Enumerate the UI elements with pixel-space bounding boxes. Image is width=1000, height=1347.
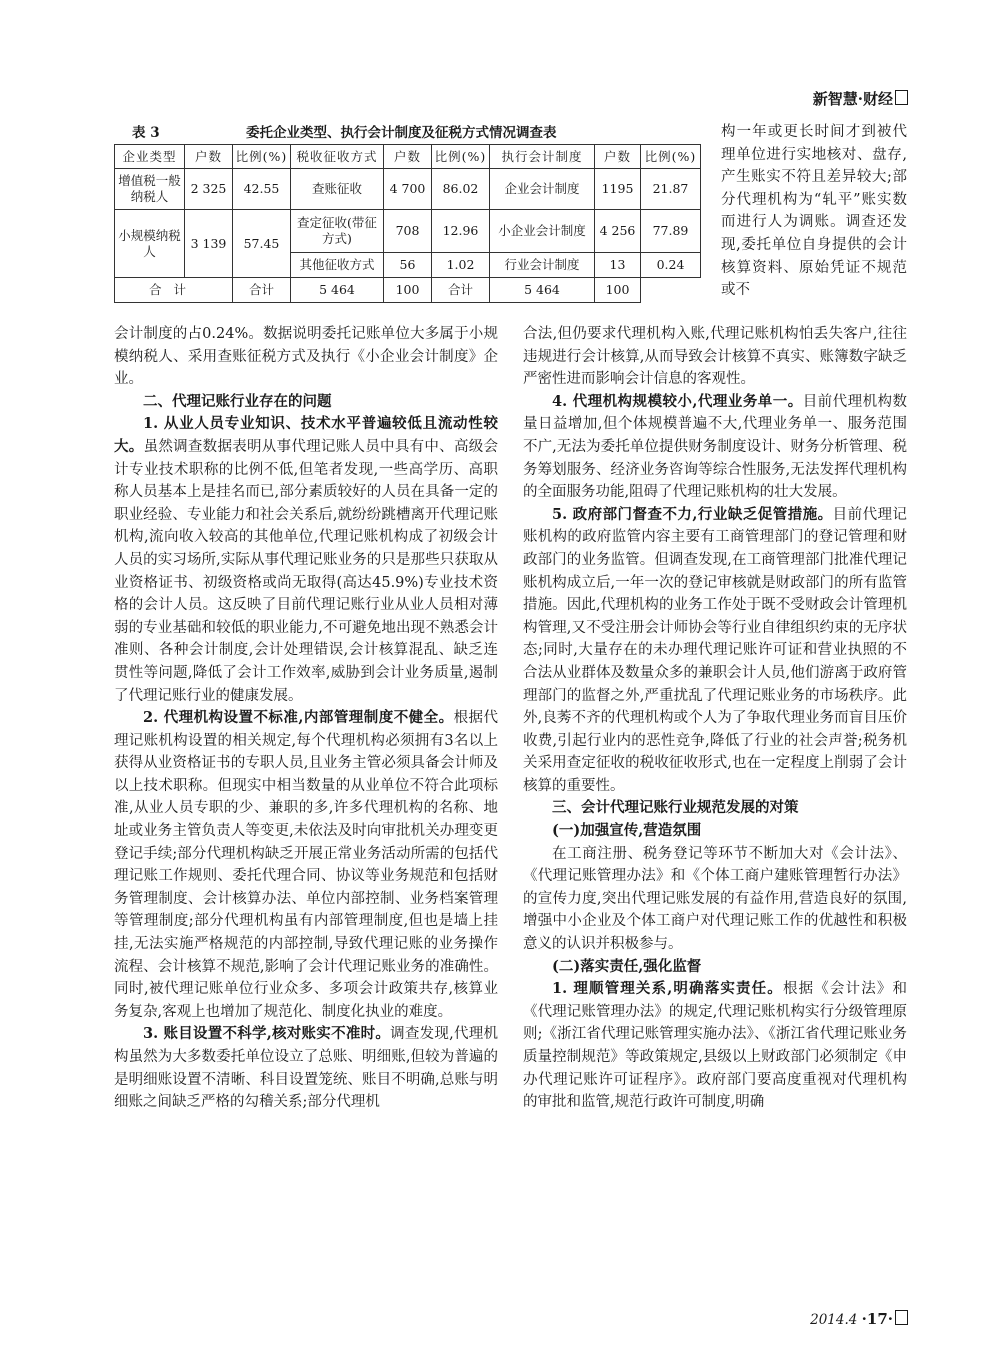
table-cell: 其他征收方式: [291, 253, 384, 278]
side-column: [721, 121, 907, 302]
header-cell: 税收征收方式: [291, 145, 384, 169]
table-cell: 2 325: [185, 169, 233, 210]
table-cell: 42.55: [233, 169, 291, 210]
header-cell: 比例(%): [432, 145, 490, 169]
subsection-heading: (二)落实责任,强化监督: [552, 957, 702, 975]
subsection-title: 1. 理顺管理关系,明确落实责任。: [552, 980, 783, 998]
paragraph: [114, 413, 498, 707]
subsection-title: 3. 账目设置不科学,核对账实不准时。: [143, 1025, 391, 1043]
running-header: [813, 88, 908, 109]
table-cell: 小规模纳税人: [115, 210, 185, 278]
paragraph: [114, 1023, 498, 1113]
table-cell: 4 256: [595, 210, 641, 253]
table-cell: 企业会计制度: [490, 169, 595, 210]
subsection-title: 2. 代理机构设置不标准,内部管理制度不健全。: [143, 709, 454, 727]
header-box-icon: [895, 90, 908, 105]
table-title: 委托企业类型、执行会计制度及征税方式情况调查表: [246, 125, 557, 141]
survey-table: [114, 144, 701, 303]
right-column: [523, 323, 907, 1114]
page-footer: 2014.4 ·17·: [810, 1310, 908, 1328]
section-heading: 二、代理记账行业存在的问题: [143, 392, 332, 410]
table-cell: 21.87: [641, 169, 701, 210]
table-cell: 查定征收(带征方式): [291, 210, 384, 253]
paragraph-text: 根据《会计法》和《代理记账管理办法》的规定,代理记账机构实行分级管理原则;《浙江省代理记账管理实施办法》、《浙江省代理记账业务质量控制规范》等政策规定,县级以上财政部门必须制定《申办代理记账许可证程序》。政府部门要高度重视对代理机构的审批和监管,规范行政许可制度,明确: [523, 981, 908, 1111]
table-cell: 1195: [595, 169, 641, 210]
paragraph-text: 目前代理机构数量日益增加,但个体规模普遍不大,代理业务单一、服务范围不广,无法为委托单位提供财务制度设计、财务分析管理、税务筹划服务、经济业务咨询等综合性服务,无法发挥代理机构的全面服务功能,阻碍了代理记账机构的壮大发展。: [523, 393, 908, 501]
table-number: 表 3: [132, 125, 160, 141]
table-cell: 86.02: [432, 169, 490, 210]
paragraph-text: 虽然调查数据表明从事代理记账人员中具有中、高级会计专业技术职称的比例不低,但笔者发现,一些高学历、高职称人员基本上是挂名而已,部分素质较好的人员在具备一定的职业经验、专业能力和社会关系后,就纷纷跳槽离开代理记账机构,流向收入较高的其他单位,代理记账机构成了初级会计人员的实习场所,实际从事代理记账业务的只是那些只获取从业资格证书、初级资格或尚无取得(高达45.9%)专业技术资格的会计人员。这反映了目前代理记账行业从业人员相对薄弱的专业基础和较低的职业能力,不可避免地出现不熟悉会计准则、各种会计制度,会计处理错误,会计核算混乱、缺乏连贯性等问题,降低了会计工作效率,威胁到会计业务质量,遏制了代理记账行业的健康发展。: [114, 438, 499, 704]
table-cell: 1.02: [432, 253, 490, 278]
paragraph: 会计制度的占0.24%。数据说明委托记账单位大多属于小规模纳税人、采用查账征税方式及执行《小企业会计制度》企业。: [114, 326, 498, 388]
table-cell: 合计: [233, 278, 291, 303]
table-cell: 4 700: [384, 169, 432, 210]
table-cell: 5 464: [291, 278, 384, 303]
table-cell: 小企业会计制度: [490, 210, 595, 253]
issue-number: 2014.4: [810, 1312, 858, 1328]
header-cell: 户数: [185, 145, 233, 169]
paragraph-text: 调查发现,代理机构虽然为大多数委托单位设立了总账、明细账,但较为普遍的是明细账设置不清晰、科目设置笼统、账目不明确,总账与明细账之间缺乏严格的勾稽关系;部分代理机: [114, 1026, 498, 1111]
paragraph: 在工商注册、税务登记等环节不断加大对《会计法》、《代理记账管理办法》和《个体工商户建账管理暂行办法》的宣传力度,突出代理记账发展的有益作用,营造良好的氛围,增强中小企业及个体工商户对代理记账工作的优越性和积极意义的认识并积极参与。: [523, 845, 907, 953]
header-cell: 执行会计制度: [490, 145, 595, 169]
footer-box-icon: [895, 1310, 908, 1325]
table-header-row: [115, 145, 701, 169]
table-cell: 708: [384, 210, 432, 253]
left-column: [114, 323, 498, 1114]
paragraph-text: 目前代理记账机构的政府监管内容主要有工商管理部门的登记管理和财政部门的业务监管。但调查发现,在工商管理部门批准代理记账机构成立后,一年一次的登记审核就是财政部门的所有监管措施。因此,代理机构的业务工作处于既不受财政会计管理机构管理,又不受注册会计师协会等行业自律组织约束的无序状态;同时,大量存在的未办理代理记账许可证和营业执照的不合法从业群体及数量众多的兼职会计人员,他们游离于政府管理部门的监督之外,严重扰乱了代理记账业务的市场秩序。此外,良莠不齐的代理机构或个人为了争取代理业务而盲目压价收费,引起行业内的恶性竞争,降低了行业的社会声誉;税务机关采用查定征收的税收征收形式,也在一定程度上削弱了会计核算的重要性。: [523, 506, 908, 794]
table-cell: 合计: [115, 278, 233, 303]
table-cell: 增值税一般纳税人: [115, 169, 185, 210]
section-heading: 三、会计代理记账行业规范发展的对策: [552, 799, 799, 817]
subsection-heading: (一)加强宣传,营造氛围: [552, 822, 702, 840]
subsection-title: 5. 政府部门督查不力,行业缺乏促管措施。: [552, 505, 833, 523]
table-cell: 56: [384, 253, 432, 278]
page-number: 17: [866, 1310, 888, 1328]
header-cell: 企业类型: [115, 145, 185, 169]
table-cell: 57.45: [233, 210, 291, 278]
subsection-title: 1. 从业人员专业知识、技术水平普遍较低且流动性较大。: [114, 415, 498, 455]
paragraph-text: 根据代理记账机构设置的相关规定,每个代理机构必须拥有3名以上获得从业资格证书的专职人员,且业务主管必须具备会计师及以上技术职称。但现实中相当数量的从业单位不符合此项标准,从业人员专职的少、兼职的多,许多代理机构的名称、地址或业务主管负责人等变更,未依法及时向审批机关办理变更登记手续;部分代理机构缺乏开展正常业务活动所需的包括代理记账工作规则、委托代理合同、协议等业务规范和包括财务管理制度、会计核算办法、单位内部控制、业务档案管理等管理制度;部分代理机构虽有内部管理制度,但也是墙上挂挂,无法实施严格规范的内部控制,导致代理记账的业务操作流程、会计核算不规范,影响了会计代理记账业务的准确性。同时,被代理记账单位行业众多、多项会计政策共存,核算业务复杂,客观上也增加了规范化、制度化执业的难度。: [114, 710, 498, 1020]
table-cell: 100: [384, 278, 432, 303]
table-cell: 查账征收: [291, 169, 384, 210]
header-cell: 户数: [384, 145, 432, 169]
table-cell: 0.24: [641, 253, 701, 278]
table-total-row: [115, 278, 701, 303]
table-cell: 合计: [432, 278, 490, 303]
subsection-title: 4. 代理机构规模较小,代理业务单一。: [552, 392, 803, 410]
table-cell: 77.89: [641, 210, 701, 253]
paragraph: [523, 978, 907, 1114]
paragraph: 合法,但仍要求代理机构入账,代理记账机构怕丢失客户,往往违规进行会计核算,从而导致会计核算不真实、账簿数字缺乏严密性进而影响会计信息的客观性。: [523, 326, 907, 388]
header-cell: 户数: [595, 145, 641, 169]
table-cell: 100: [595, 278, 641, 303]
table-cell: 5 464: [490, 278, 595, 303]
paragraph: [523, 504, 907, 798]
header-title: 新智慧·财经: [812, 90, 893, 108]
paragraph: 构一年或更长时间才到被代理单位进行实地核对、盘存,产生账实不符且差异较大;部分代理机构为“轧平”账实数而进行人为调账。调查还发现,委托单位自身提供的会计核算资料、原始凭证不规范或不: [721, 124, 907, 299]
table-cell: 行业会计制度: [490, 253, 595, 278]
table-row: [115, 210, 701, 253]
table-cell: 3 139: [185, 210, 233, 278]
header-cell: 比例(%): [233, 145, 291, 169]
table-cell: 13: [595, 253, 641, 278]
paragraph: [523, 391, 907, 504]
paragraph: [114, 707, 498, 1023]
header-cell: 比例(%): [641, 145, 701, 169]
table-cell: 12.96: [432, 210, 490, 253]
table-row: [115, 169, 701, 210]
